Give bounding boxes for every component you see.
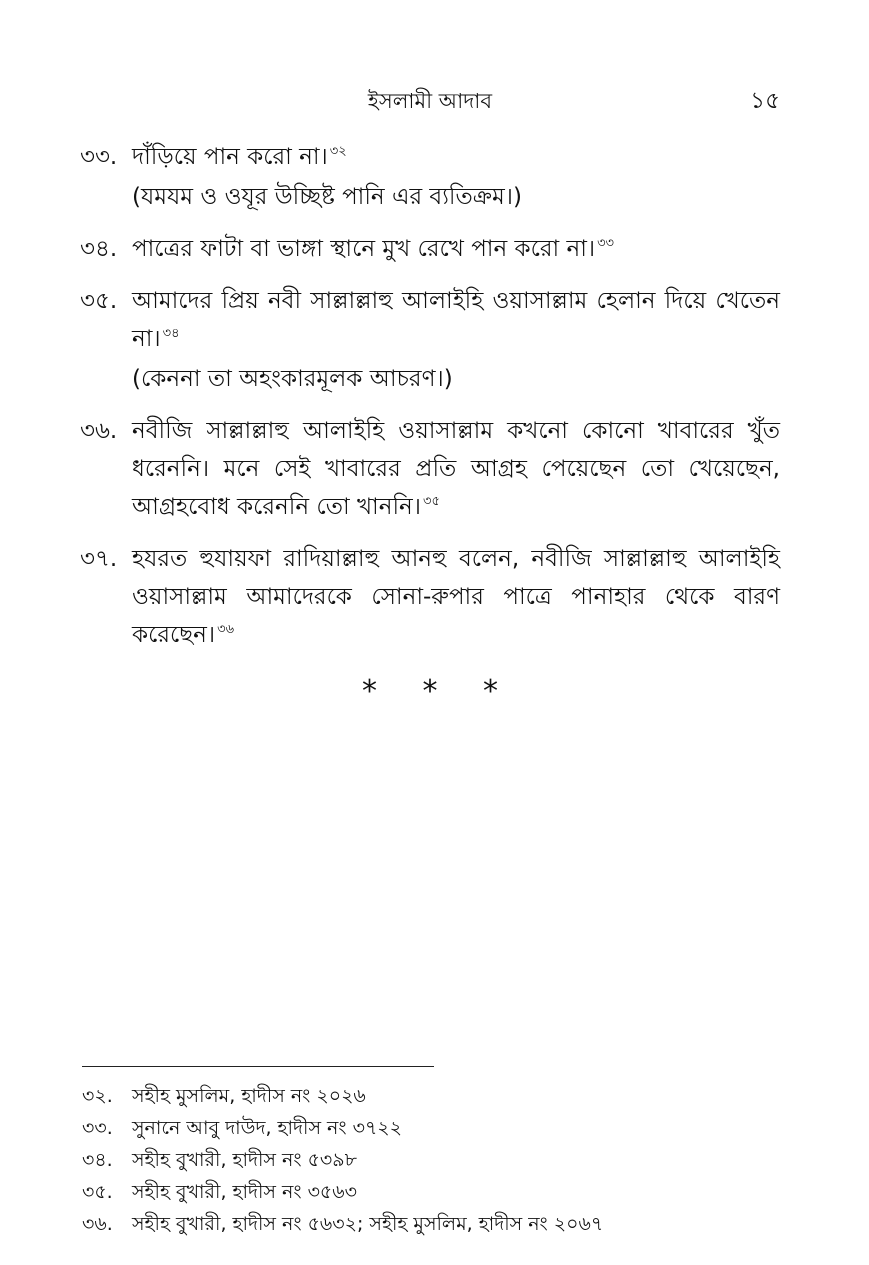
footnotes xyxy=(82,1080,782,1240)
page-header xyxy=(80,86,780,116)
footnote-text: সুনানে আবু দাউদ, হাদীস নং ৩৭২২ xyxy=(132,1117,403,1139)
footnote xyxy=(82,1112,782,1144)
footnote-ref: ৩৪ xyxy=(162,326,180,342)
list-item xyxy=(80,282,780,398)
footnote-rule xyxy=(82,1066,434,1067)
footnote-text: সহীহ বুখারী, হাদীস নং ৫৬৩২; সহীহ মুসলিম, হাদীস নং ২০৬৭ xyxy=(132,1213,604,1235)
footnote-number: ৩৫. xyxy=(82,1181,113,1203)
main-text xyxy=(80,138,780,709)
footnote-number: ৩৬. xyxy=(82,1213,113,1235)
list-item xyxy=(80,138,780,216)
item-note: (যমযম ও ওযূর উচ্ছিষ্ট পানি এর ব্যতিক্রম।) xyxy=(132,184,522,210)
footnote-ref: ৩৬ xyxy=(217,622,235,638)
item-number: ৩৬. xyxy=(80,418,118,444)
footnote-text: সহীহ বুখারী, হাদীস নং ৩৫৬৩ xyxy=(132,1181,357,1203)
item-text: দাঁড়িয়ে পান করো না। $^{৩২}$ xyxy=(132,144,347,170)
footnote-text: সহীহ মুসলিম, হাদীস নং ২০২৬ xyxy=(132,1085,366,1107)
footnote xyxy=(82,1208,782,1240)
footnote-text: সহীহ বুখারী, হাদীস নং ৫৩৯৮ xyxy=(132,1149,357,1171)
item-number: ৩৫. xyxy=(80,288,118,314)
footnote-ref: ৩৩ xyxy=(597,236,615,252)
footnote xyxy=(82,1080,782,1112)
item-note: (কেননা তা অহংকারমূলক আচরণ।) xyxy=(132,366,453,392)
footnote-number: ৩২. xyxy=(82,1085,113,1107)
footnote xyxy=(82,1176,782,1208)
footnote-number: ৩৪. xyxy=(82,1149,113,1171)
item-text: পাত্রের ফাটা বা ভাঙ্গা স্থানে মুখ রেখে পান করো না। $^{৩৩}$ xyxy=(132,236,615,262)
list-item xyxy=(80,540,780,654)
footnote-number: ৩৩. xyxy=(82,1117,113,1139)
item-text: নবীজি সাল্লাল্লাহু আলাইহি ওয়াসাল্লাম কখনো কোনো খাবারের খুঁত ধরেননি। মনে সেই খাবারের প্রতি আগ্রহ পেয়েছেন তো খেয়েছেন, আগ্রহবোধ করেননি তো খাননি। $^{৩৫}$ xyxy=(132,418,780,520)
item-number: ৩৪. xyxy=(80,236,118,262)
item-number: ৩৭. xyxy=(80,546,118,572)
page-number: ১৫ xyxy=(750,88,780,114)
list-item xyxy=(80,230,780,268)
item-text: আমাদের প্রিয় নবী সাল্লাল্লাহু আলাইহি ওয়াসাল্লাম হেলান দিয়ে খেতেন না। $^{৩৪}$ xyxy=(132,288,780,352)
footnote-ref: ৩৫ xyxy=(423,494,440,510)
list-item xyxy=(80,412,780,526)
footnote-ref: ৩২ xyxy=(329,144,347,160)
item-text: হযরত হুযায়ফা রাদিয়াল্লাহু আনহু বলেন, নবীজি সাল্লাল্লাহু আলাইহি ওয়াসাল্লাম আমাদেরকে সোনা-রুপার পাত্রে পানাহার থেকে বারণ করেছেন। $^{৩৬}$ xyxy=(132,546,780,648)
footnote xyxy=(82,1144,782,1176)
running-title: ইসলামী আদাব xyxy=(367,89,493,113)
item-number: ৩৩. xyxy=(80,144,118,170)
section-separator: * * * xyxy=(361,674,517,709)
